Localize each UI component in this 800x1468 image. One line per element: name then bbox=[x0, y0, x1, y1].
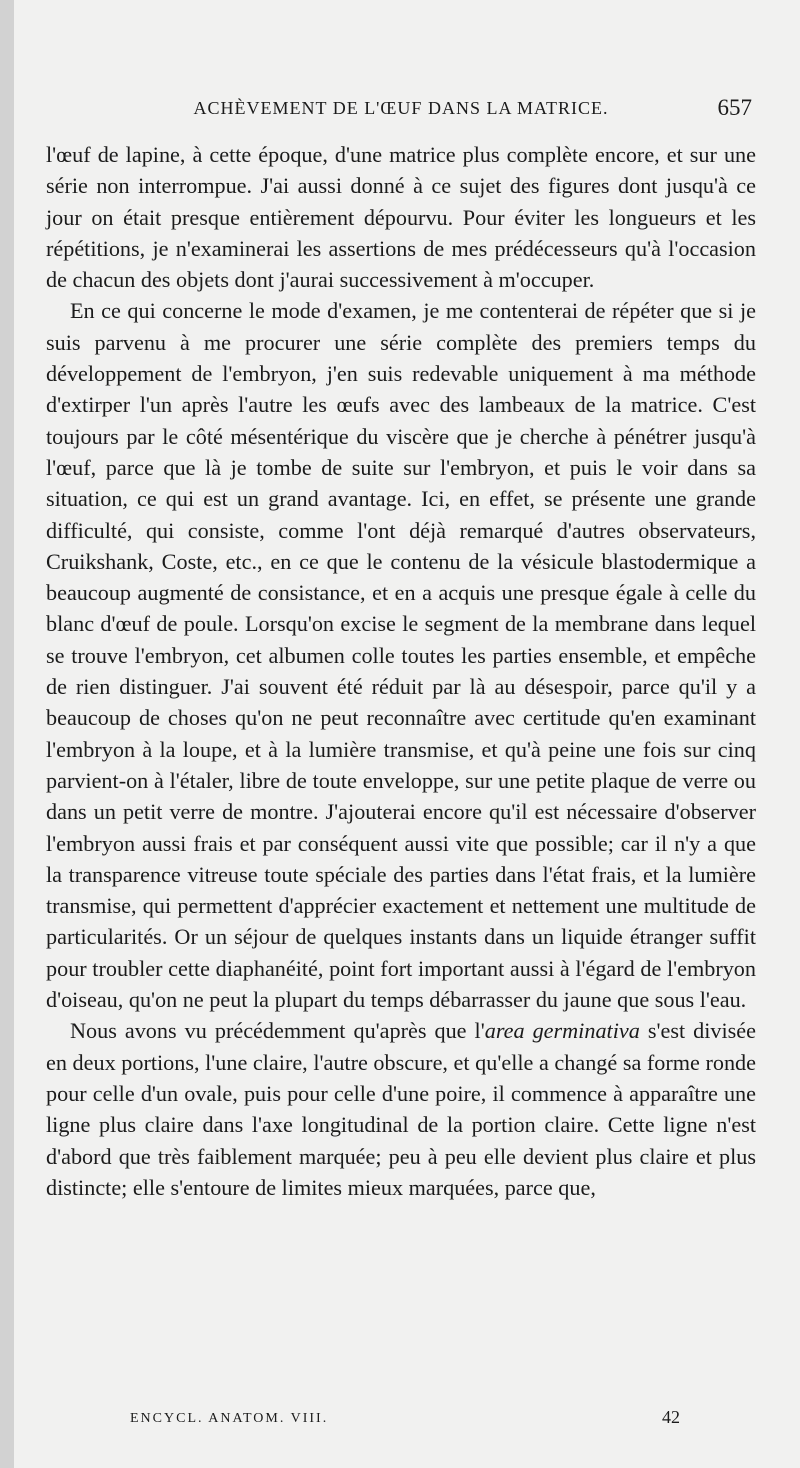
paragraph-continued bbox=[46, 139, 756, 295]
paragraph-area-germinativa bbox=[46, 1015, 756, 1203]
paragraph-text: En ce qui concerne le mode d'examen, je me contenterai de répéter que si je suis parvenu à me procurer une série complète des premiers temps du développement de l'embryon, j'en suis redevable uniquement à ma méthode d'extirper l'un après l'autre les œufs avec des lambeaux de la matrice. C'est toujours par le côté mésentérique du viscère que je cherche à pénétrer jusqu'à l'œuf, parce que là je tombe de suite sur l'embryon, et puis le voir dans sa situation, ce qui est un grand avantage. Ici, en effet, se présente une grande difficulté, qui consiste, comme l'ont déjà remarqué d'autres observateurs, Cruikshank, Coste, etc., en ce que le contenu de la vésicule blastodermique a beaucoup augmenté de consistance, et en a acquis une presque égale à celle du blanc d'œuf de poule. Lorsqu'on excise le segment de la membrane dans lequel se trouve l'embryon, cet albumen colle toutes les parties ensemble, et empêche de rien distinguer. J'ai souvent été réduit par là au désespoir, parce qu'il y a beaucoup de choses qu'on ne peut reconnaître avec certitude qu'en examinant l'embryon à la loupe, et à la lumière transmise, et qu'à peine une fois sur cinq parvient-on à l'étaler, libre de toute enveloppe, sur une petite plaque de verre ou dans un petit verre de montre. J'ajouterai encore qu'il est nécessaire d'observer l'embryon aussi frais et par conséquent aussi vite que possible; car il n'y a que la transparence vitreuse toute spéciale des parties dans l'état frais, et la lumière transmise, qui permettent d'apprécier exactement et nettement une multitude de particularités. Or un séjour de quelques instants dans un liquide étranger suffit pour troubler cette diaphanéité, point fort important aussi à l'égard de l'embryon d'oiseau, qu'on ne peut la plupart du temps débarrasser du jaune que sous l'eau. bbox=[46, 298, 756, 1013]
printer-signature: ENCYCL. ANATOM. VIII. bbox=[130, 1411, 329, 1426]
paragraph-examination-method bbox=[46, 295, 756, 1015]
page-header bbox=[46, 95, 756, 130]
italic-term: area germinativa bbox=[484, 1018, 640, 1044]
paragraph-text: Nous avons vu précédemment qu'après que l' bbox=[70, 1018, 485, 1044]
paragraph-text: l'œuf de lapine, à cette époque, d'une matrice plus complète encore, et sur une série non interrompue. J'ai aussi donné à ce sujet des figures dont jusqu'à ce jour on était presque entièrement dépourvu. Pour éviter les longueurs et les répétitions, je n'examinerai les assertions de mes prédécesseurs qu'à l'occasion de chacun des objets dont j'aurai successivement à m'occuper. bbox=[46, 142, 756, 293]
body-text bbox=[46, 139, 756, 1203]
paragraph-text: s'est divisée en deux portions, l'une claire, l'autre obscure, et qu'elle a changé sa forme ronde pour celle d'un ovale, puis pour celle d'une poire, il commence à apparaître une ligne plus claire dans l'axe longitudinal de la portion claire. Cette ligne n'est d'abord que très faiblement marquée; peu à peu elle devient plus claire et plus distincte; elle s'entoure de limites mieux marquées, parce que, bbox=[46, 1018, 756, 1200]
running-title: ACHÈVEMENT DE L'ŒUF DANS LA MATRICE. bbox=[193, 98, 609, 118]
page-footer bbox=[130, 1407, 680, 1431]
page-number: 657 bbox=[717, 95, 752, 120]
sheet-number: 42 bbox=[662, 1407, 680, 1427]
